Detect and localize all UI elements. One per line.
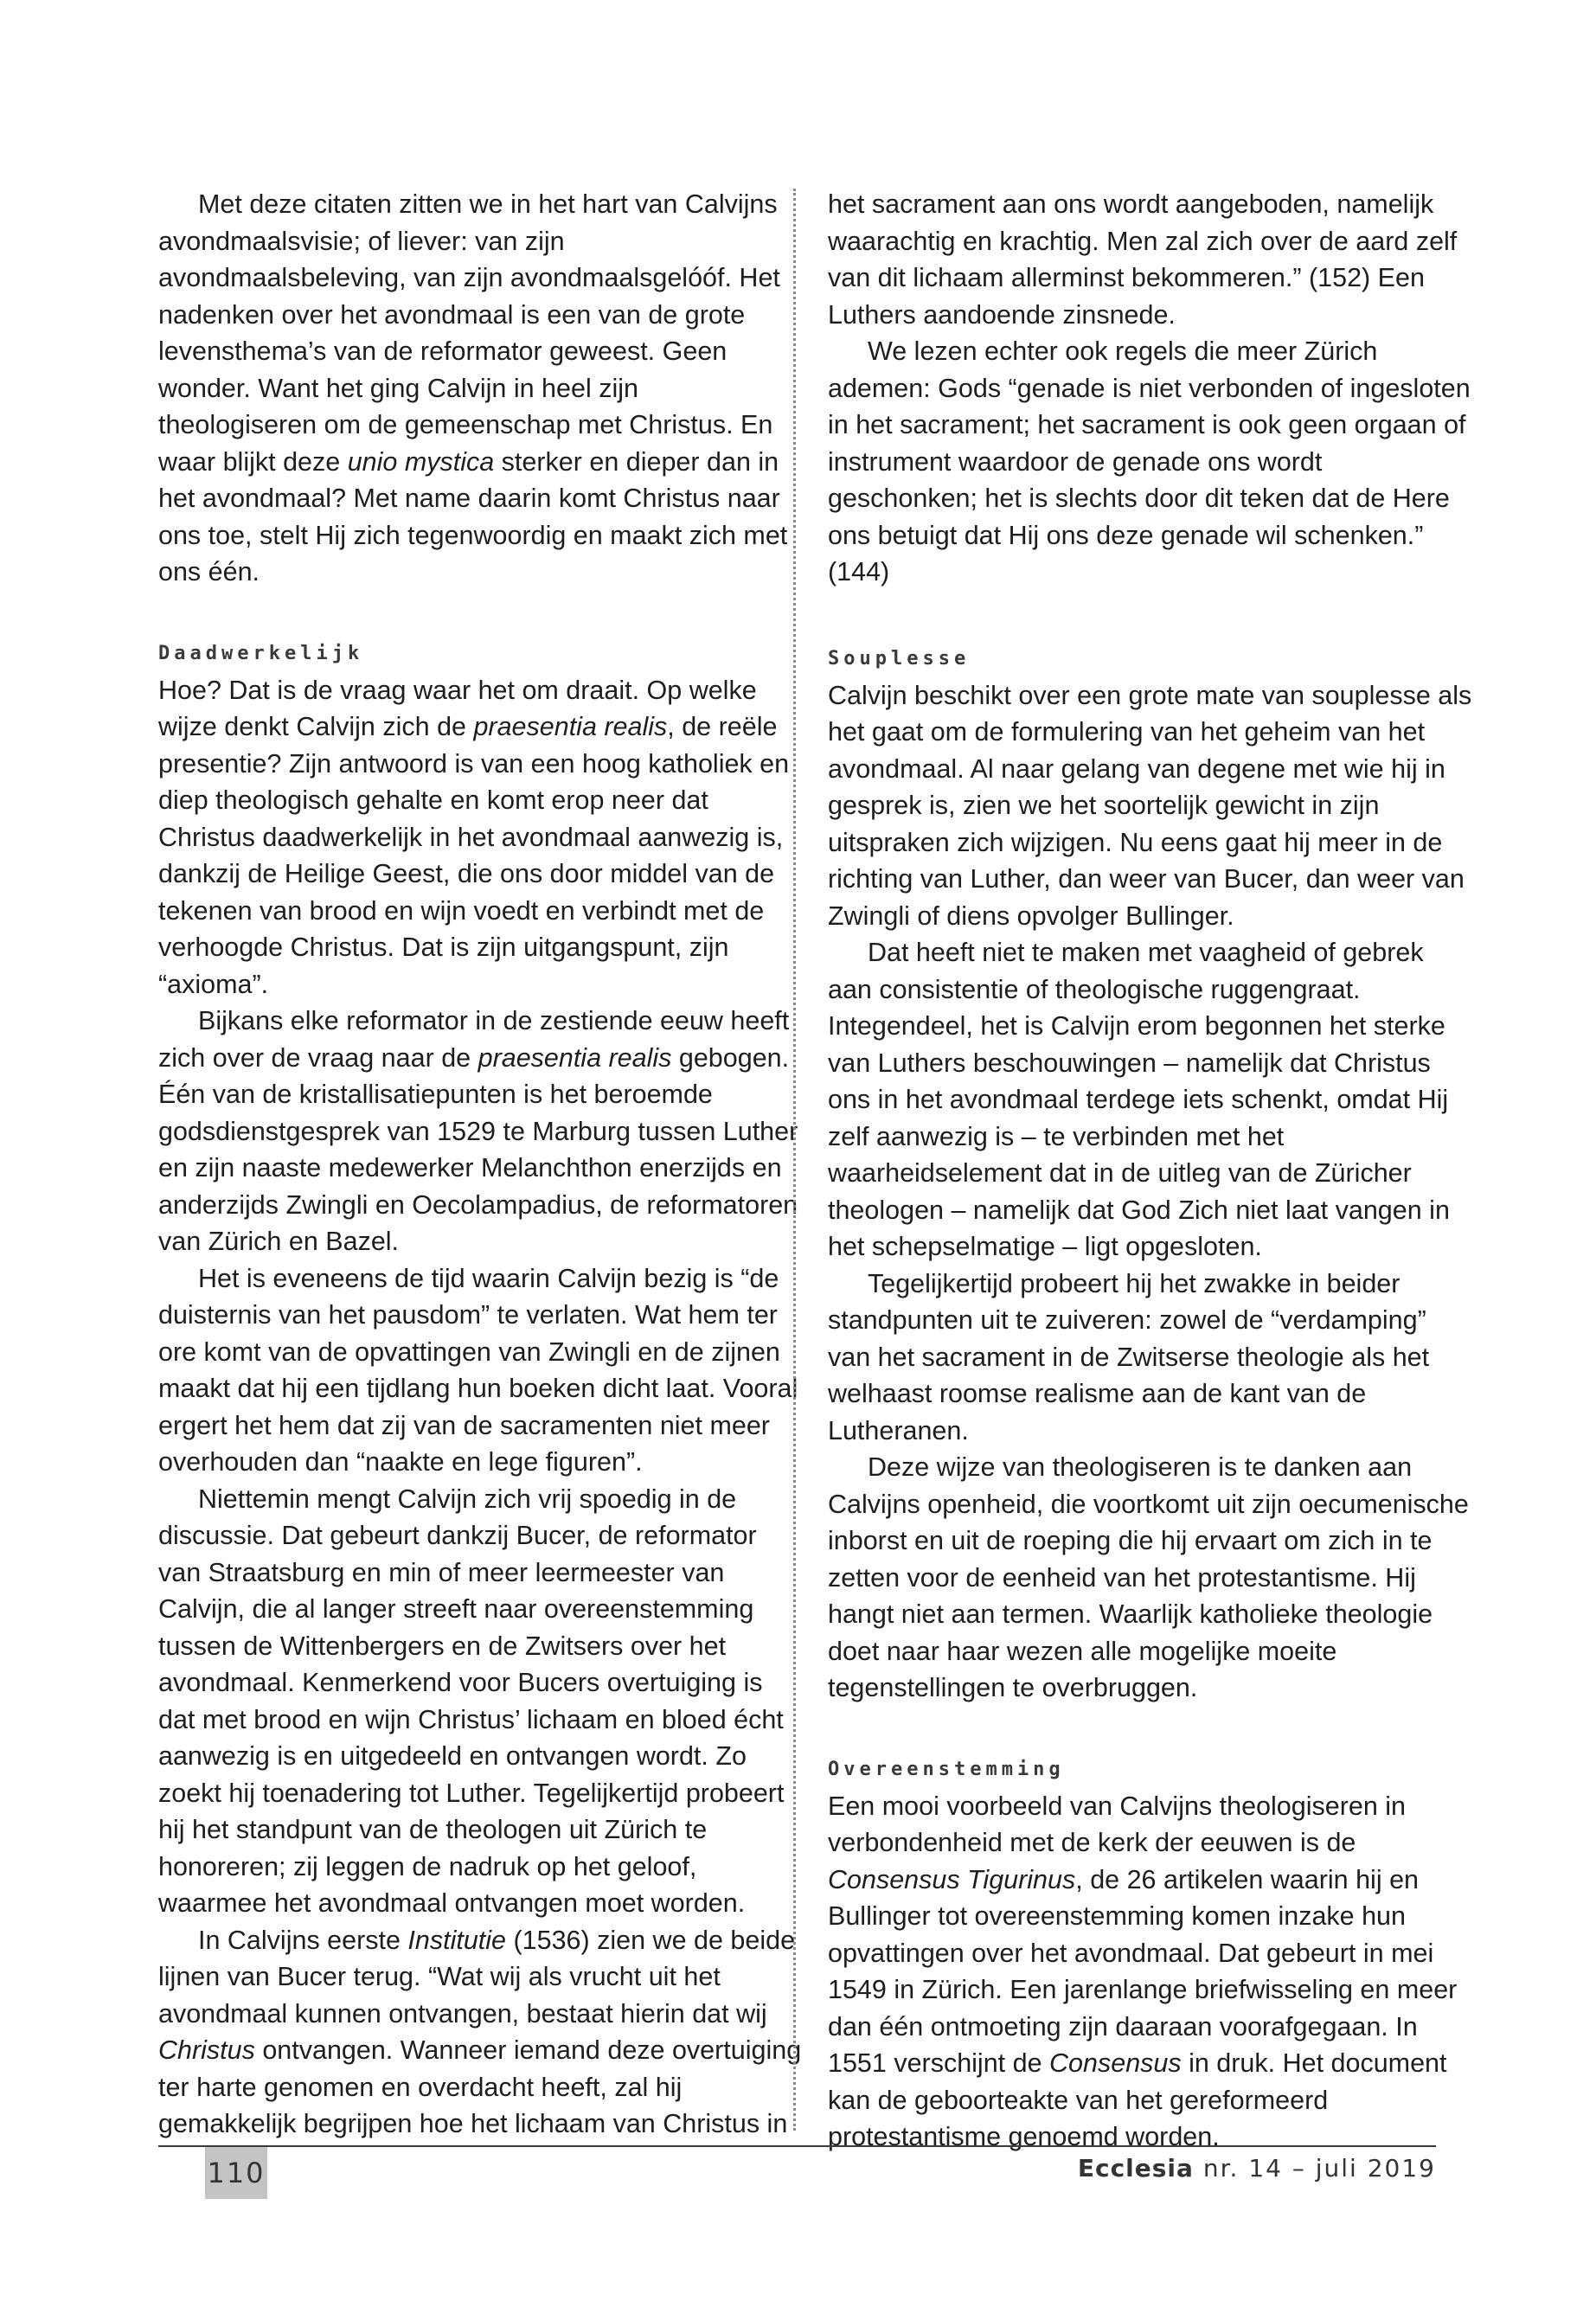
- paragraph: Niettemin mengt Calvijn zich vrij spoedig in de discussie. Dat gebeurt dankzij Bucer, de reformator van Straatsburg en min of meer leermeester van Calvijn, die al langer streeft naar overeenstemming tussen de Wittenbergers en de Zwitsers over het avondmaal. Kenmerkend voor Bucers overtuiging is dat met brood en wijn Christus’ lichaam en bloed écht aanwezig is en uitgedeeld en ontvangen wordt. Zo zoekt hij toenadering tot Luther. Tegelijkertijd probeert hij het standpunt van de theologen uit Zürich te honoreren; zij leggen de nadruk op het geloof, waarmee het avondmaal ontvangen moet worden.: [158, 1484, 785, 1918]
- paragraph: In Calvijns eerste Institutie (1536) zien we de beide lijnen van Bucer terug. “Wat wij als vrucht uit het avondmaal kunnen ontvangen, bestaat hierin dat wij Christus ontvangen. Wanneer iemand deze overtuiging ter harte genomen en overdacht heeft, zal hij gemakkelijk begrijpen hoe het lichaam van Christus in: [158, 1925, 802, 2138]
- paragraph: Deze wijze van theologiseren is te danken aan Calvijns openheid, die voortkomt uit zijn oecumenische inborst en uit de roeping die hij ervaart om zich in te zetten voor de eenheid van het protestantisme. Hij hangt niet aan termen. Waarlijk katholieke theologie doet naar haar wezen alle mogelijke moeite tegenstellingen te overbruggen.: [828, 1452, 1469, 1702]
- paragraph: Tegelijkertijd probeert hij het zwakke in beider standpunten uit te zuiveren: zowel de “verdamping” van het sacrament in de Zwitserse theologie als het welhaast roomse realisme aan de kant van de Lutheranen.: [828, 1268, 1430, 1445]
- issue-info: nr. 14 – juli 2019: [1193, 2154, 1436, 2182]
- paragraph: Hoe? Dat is de vraag waar het om draait. Op welke wijze denkt Calvijn zich de praesentia realis, de reële presentie? Zijn antwoord is van een hoog katholiek en diep theologisch gehalte en komt erop neer dat Christus daadwerkelijk in het avondmaal aanwezig is, dankzij de Heilige Geest, die ons door middel van de tekenen van brood en wijn voedt en verbindt met de verhoogde Christus. Dat is zijn uitgangspunt, zijn “axioma”.: [158, 675, 790, 999]
- paragraph: We lezen echter ook regels die meer Zürich ademen: Gods “genade is niet verbonden of ingesloten in het sacrament; het sacrament is ook geen orgaan of instrument waardoor de genade ons wordt geschonken; het is slechts door dit teken dat de Here ons betuigt dat Hij ons deze genade wil schenken.” (144): [828, 336, 1471, 586]
- paragraph: Bijkans elke reformator in de zestiende eeuw heeft zich over de vraag naar de praesentia realis gebogen. Één van de kristallisatiepunten is het beroemde godsdienstgesprek van 1529 te Marburg tussen Luther en zijn naaste medewerker Melanchthon enerzijds en anderzijds Zwingli en Oecolampadius, de reformatoren van Zürich en Bazel.: [158, 1006, 798, 1256]
- left-column: [158, 186, 803, 2143]
- paragraph: Een mooi voorbeeld van Calvijns theologiseren in verbondenheid met de kerk der eeuwen is de Consensus Tigurinus, de 26 artikelen waarin hij en Bullinger tot overeenstemming komen inzake hun opvattingen over het avondmaal. Dat gebeurt in mei 1549 in Zürich. Een jarenlange briefwisseling en meer dan één ontmoeting zijn daaraan voorafgegaan. In 1551 verschijnt de Consensus in druk. Het document kan de geboorteakte van het gereformeerd protestantisme genoemd worden.: [828, 1791, 1458, 2151]
- section-heading-overeenstemming: Overeenstemming: [828, 1758, 1065, 1780]
- paragraph: het sacrament aan ons wordt aangeboden, namelijk waarachtig en krachtig. Men zal zich over de aard zelf van dit lichaam allerminst bekommeren.” (152) Een Luthers aandoende zinsnede.: [828, 189, 1458, 330]
- paragraph: Dat heeft niet te maken met vaagheid of gebrek aan consistentie of theologische ruggengraat. Integendeel, het is Calvijn erom begonnen het sterke van Luthers beschouwingen – namelijk dat Christus ons in het avondmaal terdege iets schenkt, omdat Hij zelf aanwezig is – te verbinden met het waarheidselement dat in de uitleg van de Züricher theologen – namelijk dat God Zich niet laat vangen in het schepselmatige – ligt opgesloten.: [828, 938, 1450, 1261]
- paragraph: Calvijn beschikt over een grote mate van souplesse als het gaat om de formulering van het geheim van het avondmaal. Al naar gelang van degene met wie hij in gesprek is, zien we het soortelijk gewicht in zijn uitspraken zich wijzigen. Nu eens gaat hij meer in de richting van Luther, dan weer van Bucer, dan weer van Zwingli of diens opvolger Bullinger.: [828, 680, 1472, 931]
- section-heading-souplesse: Souplesse: [828, 647, 971, 670]
- footer-publication: [1078, 2154, 1436, 2182]
- paragraph: Het is eveneens de tijd waarin Calvijn bezig is “de duisternis van het pausdom” te verlaten. Wat hem ter ore komt van de opvattingen van Zwingli en de zijnen maakt dat hij een tijdlang hun boeken dicht laat. Vooral ergert het hem dat zij van de sacramenten niet meer overhouden dan “naakte en lege figuren”.: [158, 1263, 798, 1477]
- paragraph: Met deze citaten zitten we in het hart van Calvijns avondmaalsvisie; of liever: van zijn avondmaalsbeleving, van zijn avondmaalsgelóóf. Het nadenken over het avondmaal is een van de grote levensthema’s van de reformator geweest. Geen wonder. Want het ging Calvijn in heel zijn theologiseren om de gemeenschap met Christus. En waar blijkt deze unio mystica sterker en dieper dan in het avondmaal? Met name daarin komt Christus naar ons toe, stelt Hij zich tegenwoordig en maakt zich met ons één.: [158, 189, 788, 586]
- page-number: 110: [205, 2147, 267, 2199]
- footer-rule: [158, 2145, 1436, 2147]
- section-heading-daadwerkelijk: Daadwerkelijk: [158, 642, 364, 664]
- column-divider: [793, 189, 796, 2131]
- magazine-name: Ecclesia: [1077, 2154, 1194, 2182]
- right-column: [828, 186, 1472, 2156]
